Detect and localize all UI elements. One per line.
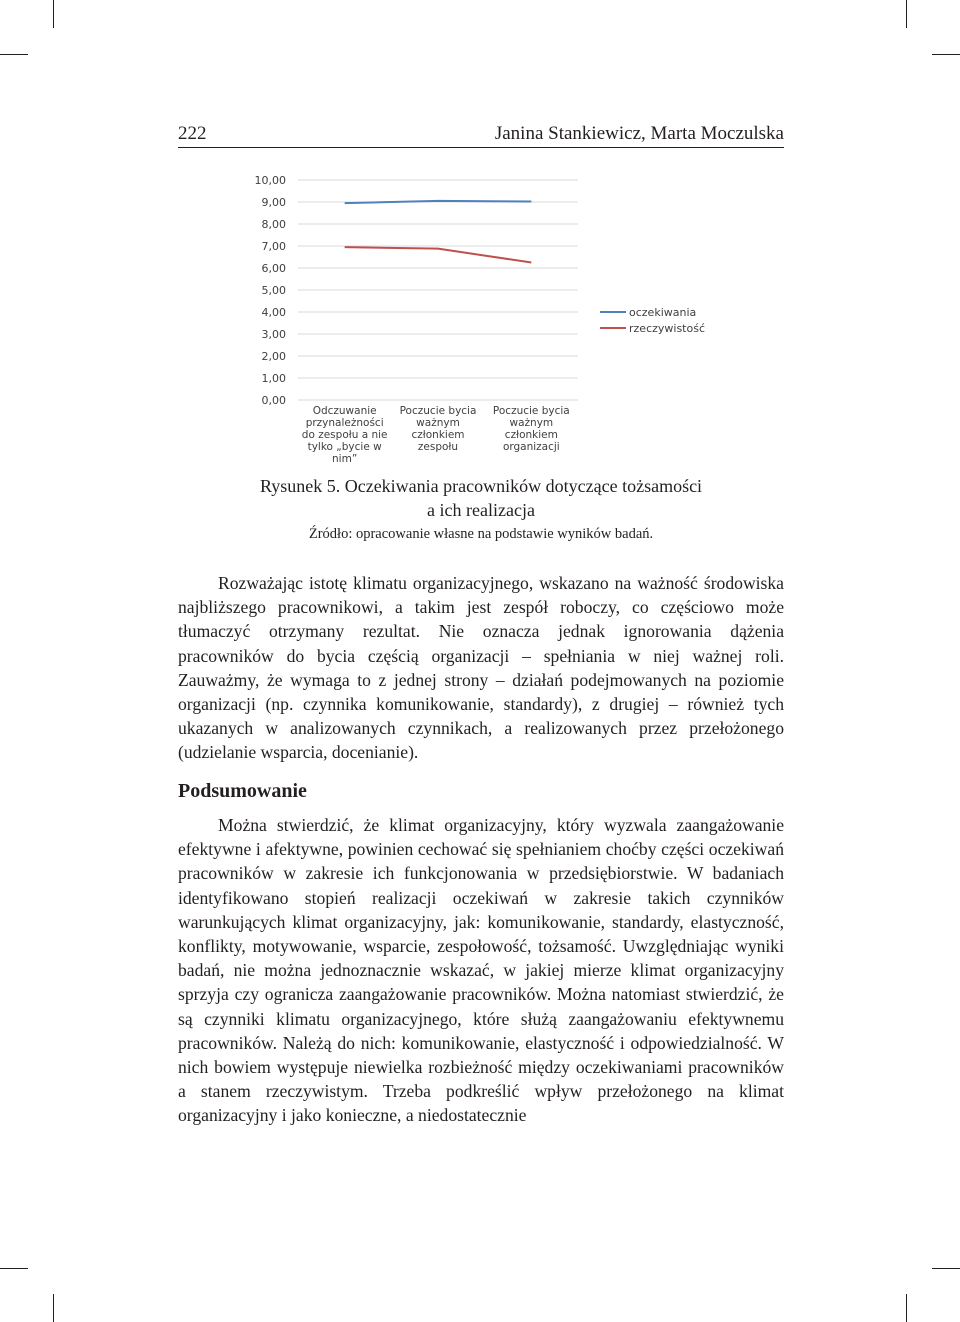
y-tick-label: 7,00 [261,240,286,253]
legend-label: rzeczywistość [629,322,706,335]
running-header [178,121,784,148]
body-text-1 [178,571,784,765]
series-line-2 [345,247,532,262]
x-tick-label: Poczucie bycia [399,405,477,417]
y-tick-label: 1,00 [261,372,286,385]
y-tick-label: 10,00 [254,174,286,187]
y-tick-label: 0,00 [261,394,286,407]
figure-caption [178,474,784,522]
chart-svg [240,170,740,470]
crop-mark [906,0,907,28]
x-tick-label: ważnym [416,417,460,429]
line-chart [240,170,740,470]
x-tick-label: nim” [332,453,358,465]
running-header-authors: Janina Stankiewicz, Marta Moczulska [494,123,784,144]
crop-mark [932,1268,960,1269]
y-tick-label: 9,00 [261,196,286,209]
section-heading: Podsumowanie [178,780,307,802]
x-tick-label: członkiem [411,429,465,441]
x-tick-label: zespołu [417,441,459,453]
legend-label: oczekiwania [629,306,697,319]
page-number: 222 [178,123,207,144]
crop-mark [906,1294,907,1322]
y-tick-label: 4,00 [261,306,286,319]
x-tick-label: tylko „bycie w [307,441,382,453]
figure-source: Źródło: opracowanie własne na podstawie wyników badań. [308,526,654,542]
x-tick-label: organizacji [502,441,560,453]
x-tick-label: ważnym [509,417,554,429]
crop-mark [0,1268,28,1269]
crop-mark [53,0,54,28]
x-tick-label: Odczuwanie [312,405,377,417]
y-tick-label: 5,00 [261,284,286,297]
y-tick-label: 3,00 [261,328,286,341]
x-tick-label: Poczucie bycia [492,405,570,417]
x-tick-label: przynależności [305,417,384,429]
y-tick-label: 2,00 [261,350,286,363]
y-tick-label: 8,00 [261,218,286,231]
figure-caption-line1: Rysunek 5. Oczekiwania pracowników dotyczące tożsamości [259,476,703,496]
paragraph: Rozważając istotę klimatu organizacyjnego, wskazano na ważność środowiska najbliższego pracownikowi, a takim jest zespół roboczy, co częściowo może tłumaczyć otrzymany rezultat. Nie oznacza jednak ignorowania dążenia pracowników do bycia częścią organizacji – spełniania w niej ważnej roli. Zauważmy, że wymaga to z jednej strony – działań podejmowanych na poziomie organizacji (np. czynnika komunikowanie, standardy), z drugiej – również tych ukazanych w analizowanych czynnikach, a realizowanych przez przełożonego (udzielanie wsparcia, docenianie). [178,573,784,763]
crop-mark [0,54,28,55]
crop-mark [932,54,960,55]
body-text-2 [178,813,784,1128]
crop-mark [53,1294,54,1322]
figure-caption-line2: a ich realizacja [427,500,535,520]
y-tick-label: 6,00 [261,262,286,275]
paragraph: Można stwierdzić, że klimat organizacyjny, który wyzwala zaangażowanie efektywne i afektywne, powinien cechować się spełnianiem choćby części oczekiwań pracowników w zakresie ich funkcjonowania w przedsiębiorstwie. W badaniach identyfikowano stopień realizacji oczekiwań w zakresie takich czynników warunkujących klimat organizacyjny, jak: komunikowanie, standardy, elastyczność, konflikty, motywowanie, wsparcie, zespołowość, tożsamość. Uwzględniając wyniki badań, nie można jednoznacznie wskazać, w jakiej mierze klimat organizacyjny sprzyja czy ogranicza zaangażowanie pracowników. Można natomiast stwierdzić, że są czynniki klimatu organizacyjnego, które służą zaangażowaniu efektywnemu pracowników. Należą do nich: komunikowanie, elastyczność i odpowiedzialność. W nich bowiem występuje niewielka rozbieżność między oczekiwaniami pracowników a stanem rzeczywistym. Trzeba podkreślić wpływ przełożonego na klimat organizacyjny i jako konieczne, a niedostatecznie [178,815,784,1126]
x-tick-label: członkiem [504,429,558,441]
x-tick-label: do zespołu a nie [301,429,388,441]
